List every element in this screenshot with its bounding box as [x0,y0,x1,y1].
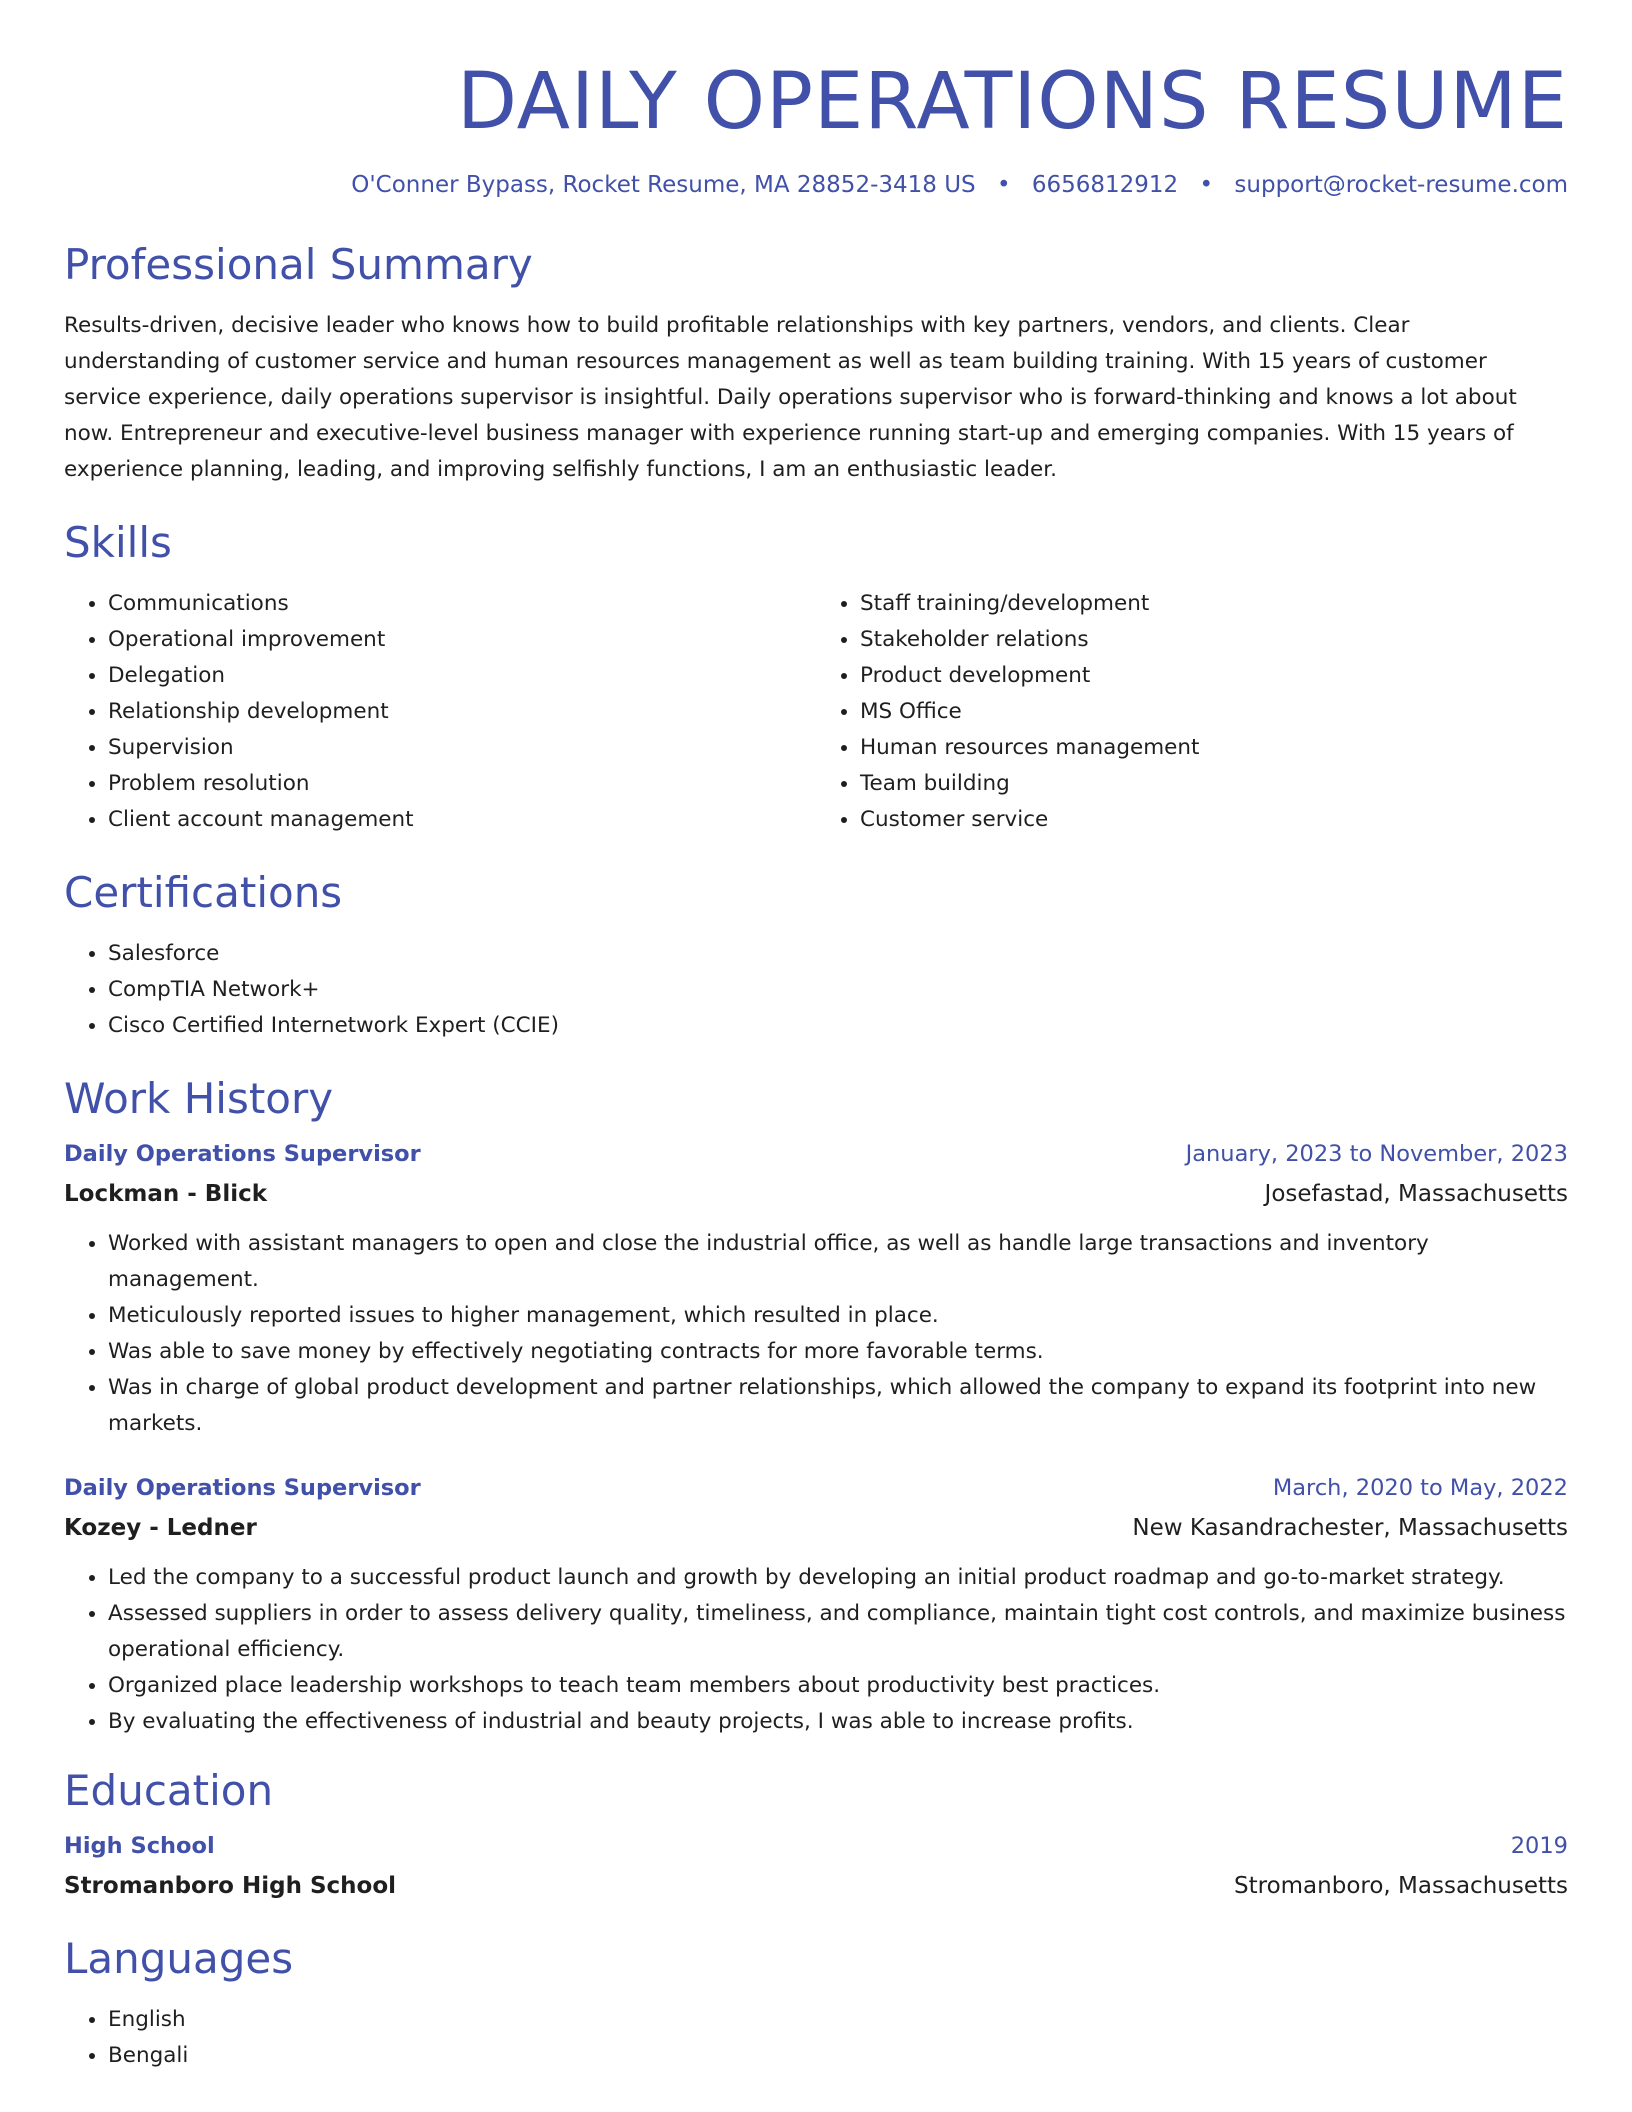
language-item: • English [108,2002,1568,2038]
resume-title: DAILY OPERATIONS RESUME [456,57,1568,147]
contact-phone: 6656812912 [1031,172,1179,198]
job-title: Daily Operations Supervisor [64,1141,421,1167]
contact-address: O'Conner Bypass, Rocket Resume, MA 28852-3418 US [351,172,976,198]
education-section [64,1766,1568,1906]
job-bullet: • Was able to save money by effectively negotiating contracts for more favorable terms. [108,1334,1568,1370]
job-location: Josefastad, Massachusetts [1264,1181,1568,1207]
contact-email: support@rocket-resume.com [1234,172,1568,198]
certifications-list [64,936,1568,1044]
certification-item: • CompTIA Network+ [108,972,1568,1008]
certifications-heading: Certifications [64,868,343,917]
summary-heading: Professional Summary [64,240,533,289]
job-bullet: • By evaluating the effectiveness of industrial and beauty projects, I was able to increase profits. [108,1704,1568,1740]
skill-item: • Team building [860,766,1568,802]
skill-item: • Operational improvement [108,622,816,658]
language-item: • Bengali [108,2038,1568,2074]
skill-item: • Product development [860,658,1568,694]
skills-heading: Skills [64,518,172,567]
job-entry [64,1134,1568,1442]
work-history-section [64,1074,1568,1740]
job-title-row [64,1468,1568,1508]
skill-item: • Human resources management [860,730,1568,766]
education-school-row [64,1866,1568,1906]
education-degree-row [64,1826,1568,1866]
education-year: 2019 [1510,1833,1568,1859]
skill-item: • Staff training/development [860,586,1568,622]
skills-list-left [64,586,816,838]
job-location: New Kasandrachester, Massachusetts [1132,1515,1568,1541]
languages-heading: Languages [64,1934,294,1983]
job-bullets [64,1226,1568,1442]
job-dates: March, 2020 to May, 2022 [1272,1475,1568,1501]
job-bullet: • Meticulously reported issues to higher management, which resulted in place. [108,1298,1568,1334]
certification-item: • Salesforce [108,936,1568,972]
job-company-row [64,1508,1568,1548]
skills-section [64,518,1568,838]
skills-list-right [816,586,1568,838]
job-title-row [64,1134,1568,1174]
job-entry [64,1468,1568,1740]
job-bullet: • Was in charge of global product development and partner relationships, which allowed the company to expand its footprint into new markets. [108,1370,1568,1442]
skill-item: • MS Office [860,694,1568,730]
skill-item: • Stakeholder relations [860,622,1568,658]
job-bullet: • Organized place leadership workshops to teach team members about productivity best practices. [108,1668,1568,1704]
education-heading: Education [64,1766,274,1815]
education-school: Stromanboro High School [64,1873,397,1899]
skills-grid [64,586,1568,838]
job-company: Kozey - Ledner [64,1515,257,1541]
job-dates: January, 2023 to November, 2023 [1185,1141,1568,1167]
contact-separator: • [1199,172,1214,198]
skill-item: • Customer service [860,802,1568,838]
skill-item: • Delegation [108,658,816,694]
certifications-section [64,868,1568,1044]
skill-item: • Relationship development [108,694,816,730]
skill-item: • Communications [108,586,816,622]
job-bullets [64,1560,1568,1740]
contact-line [64,170,1568,200]
education-degree: High School [64,1833,215,1859]
education-location: Stromanboro, Massachusetts [1234,1873,1568,1899]
summary-section [64,240,1568,488]
job-company-row [64,1174,1568,1214]
job-bullet: • Led the company to a successful product launch and growth by developing an initial product roadmap and go-to-market strategy. [108,1560,1568,1596]
languages-list [64,2002,1568,2074]
skill-item: • Supervision [108,730,816,766]
job-title: Daily Operations Supervisor [64,1475,421,1501]
certification-item: • Cisco Certified Internetwork Expert (CCIE) [108,1008,1568,1044]
job-company: Lockman - Blick [64,1181,268,1207]
skill-item: • Problem resolution [108,766,816,802]
job-bullet: • Worked with assistant managers to open and close the industrial office, as well as handle large transactions and inventory management. [108,1226,1568,1298]
contact-separator: • [996,172,1011,198]
resume-header [64,0,1568,200]
work-history-heading: Work History [64,1074,334,1123]
job-bullet: • Assessed suppliers in order to assess delivery quality, timeliness, and compliance, maintain tight cost controls, and maximize business operational efficiency. [108,1596,1568,1668]
languages-section [64,1934,1568,2074]
summary-text: Results-driven, decisive leader who knows how to build profitable relationships with key partners, vendors, and clients. Clear understanding of customer service and human resources management as well as team building training. With 15 years of customer service experience, daily operations supervisor is insightful. Daily operations supervisor who is forward-thinking and knows a lot about now. Entrepreneur and executive-level business manager with experience running start-up and emerging companies. With 15 years of experience planning, leading, and improving selfishly functions, I am an enthusiastic leader. [64,313,1517,482]
skill-item: • Client account management [108,802,816,838]
